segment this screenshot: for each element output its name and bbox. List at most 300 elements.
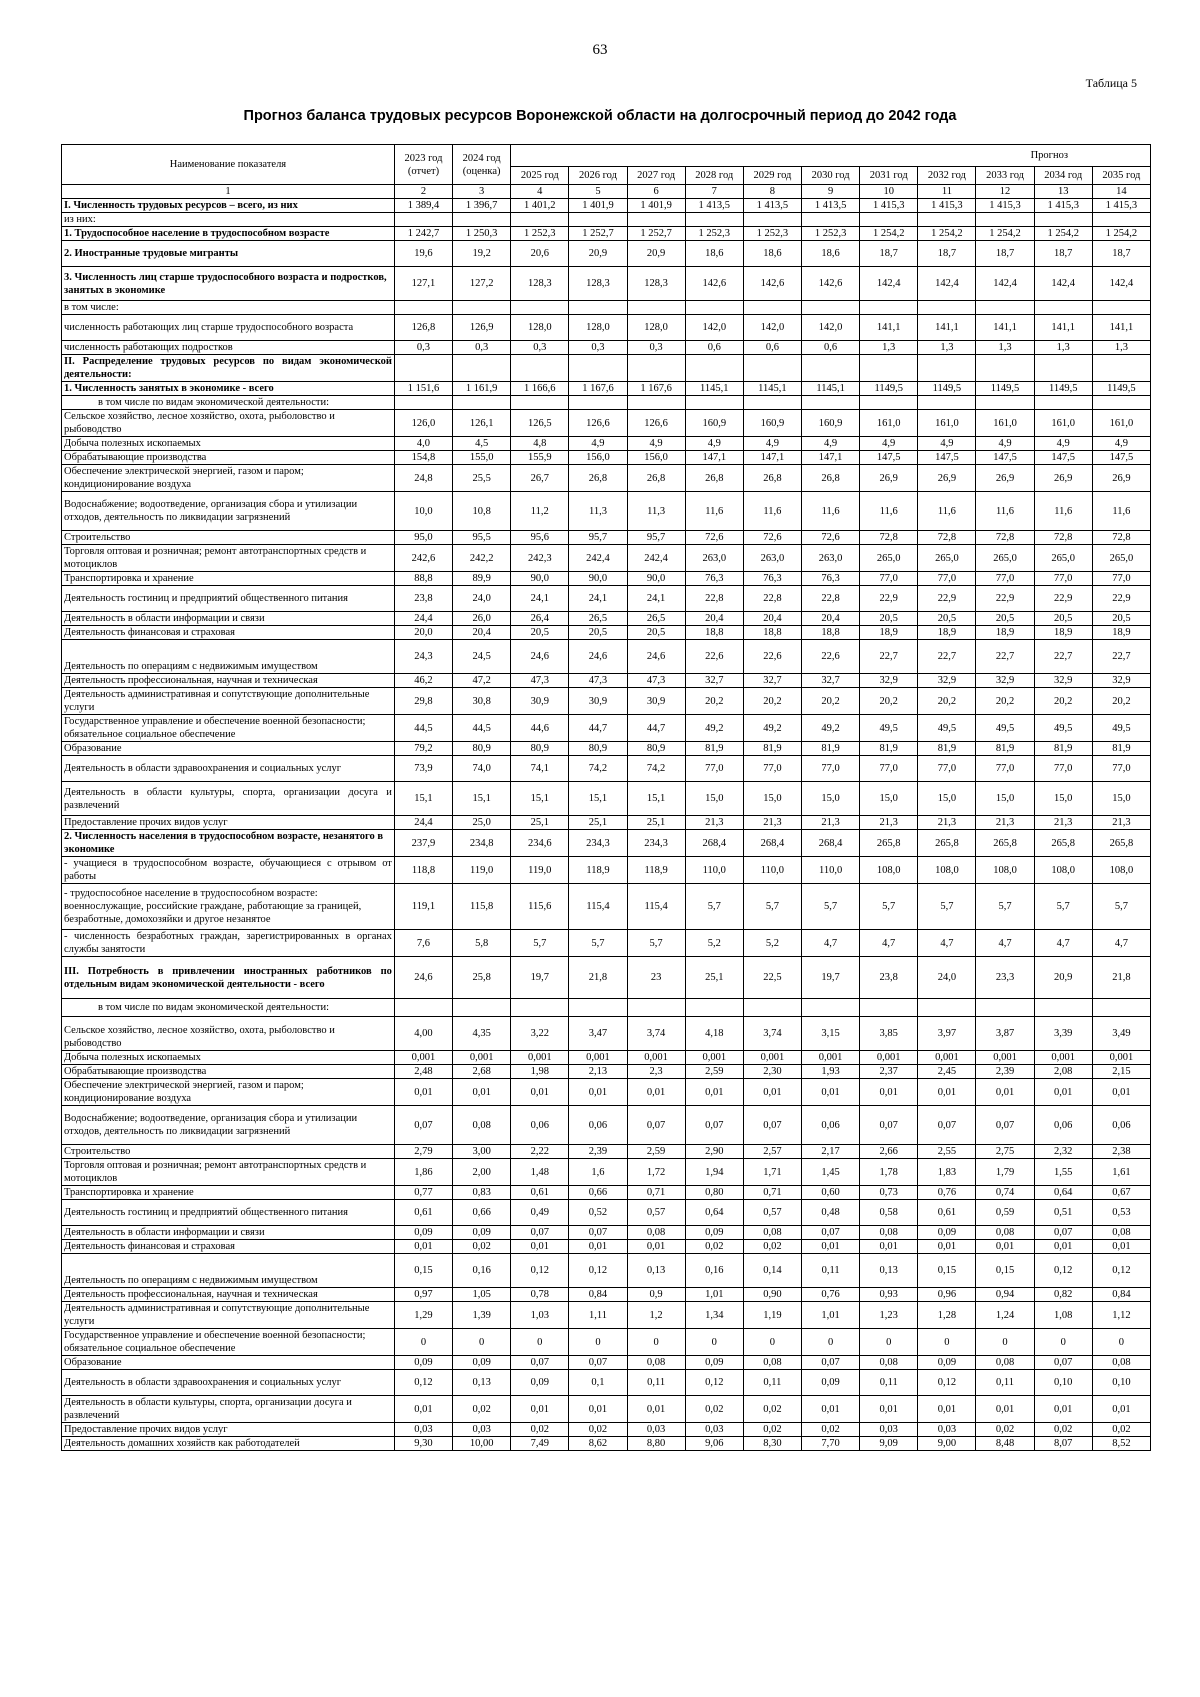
value-cell: 0,61	[394, 1200, 452, 1226]
value-cell: 20,2	[802, 688, 860, 715]
value-cell: 2,32	[1034, 1145, 1092, 1159]
value-cell: 154,8	[394, 451, 452, 465]
value-cell: 11,6	[743, 492, 801, 531]
value-cell: 0,07	[743, 1106, 801, 1145]
value-cell: 24,6	[394, 957, 452, 999]
value-cell: 115,4	[627, 884, 685, 930]
value-cell: 1,3	[1092, 341, 1150, 355]
value-cell: 0,08	[1092, 1226, 1150, 1240]
row-label: из них:	[62, 213, 395, 227]
value-cell: 49,5	[1034, 715, 1092, 742]
value-cell: 22,9	[1092, 586, 1150, 612]
row-label: Обрабатывающие производства	[62, 1065, 395, 1079]
value-cell	[627, 396, 685, 410]
value-cell: 21,3	[1034, 816, 1092, 830]
table-row	[62, 267, 1151, 301]
value-cell: 20,5	[1092, 612, 1150, 626]
value-cell: 24,5	[453, 640, 511, 674]
value-cell: 20,5	[918, 612, 976, 626]
value-cell: 0	[685, 1329, 743, 1356]
value-cell: 108,0	[1092, 857, 1150, 884]
value-cell: 126,5	[511, 410, 569, 437]
value-cell: 0	[1092, 1329, 1150, 1356]
value-cell: 0,08	[743, 1226, 801, 1240]
value-cell: 18,8	[685, 626, 743, 640]
value-cell: 0,94	[976, 1288, 1034, 1302]
value-cell: 22,8	[743, 586, 801, 612]
value-cell: 0	[743, 1329, 801, 1356]
value-cell: 0,6	[743, 341, 801, 355]
value-cell: 20,2	[743, 688, 801, 715]
value-cell: 81,9	[743, 742, 801, 756]
value-cell: 77,0	[918, 572, 976, 586]
value-cell: 25,1	[627, 816, 685, 830]
value-cell: 161,0	[860, 410, 918, 437]
value-cell: 142,0	[802, 315, 860, 341]
value-cell: 0,07	[802, 1226, 860, 1240]
value-cell: 0,01	[1034, 1079, 1092, 1106]
value-cell: 0,07	[918, 1106, 976, 1145]
value-cell: 0,71	[627, 1186, 685, 1200]
value-cell: 0,02	[569, 1423, 627, 1437]
value-cell: 49,5	[860, 715, 918, 742]
row-label: Обеспечение электрической энергией, газом и паром; кондиционирование воздуха	[62, 1079, 395, 1106]
value-cell: 4,9	[860, 437, 918, 451]
value-cell: 0,001	[394, 1051, 452, 1065]
value-cell: 0,64	[685, 1200, 743, 1226]
value-cell: 2,57	[743, 1145, 801, 1159]
table-row	[62, 586, 1151, 612]
value-cell: 22,9	[976, 586, 1034, 612]
value-cell: 81,9	[1092, 742, 1150, 756]
table-row	[62, 742, 1151, 756]
value-cell: 0,09	[453, 1226, 511, 1240]
value-cell: 147,1	[802, 451, 860, 465]
row-label: Деятельность в области здравоохранения и социальных услуг	[62, 756, 395, 782]
row-label: Деятельность финансовая и страховая	[62, 1240, 395, 1254]
value-cell	[1092, 213, 1150, 227]
value-cell: 0,01	[569, 1240, 627, 1254]
value-cell	[802, 999, 860, 1017]
table-row	[62, 782, 1151, 816]
value-cell: 3,22	[511, 1017, 569, 1051]
value-cell: 15,1	[569, 782, 627, 816]
value-cell: 20,9	[627, 241, 685, 267]
value-cell: 0,01	[802, 1079, 860, 1106]
table-row	[62, 199, 1151, 213]
value-cell: 1 167,6	[569, 382, 627, 396]
row-label: в том числе:	[62, 301, 395, 315]
value-cell: 26,8	[627, 465, 685, 492]
value-cell: 108,0	[1034, 857, 1092, 884]
value-cell: 118,9	[627, 857, 685, 884]
value-cell: 242,3	[511, 545, 569, 572]
value-cell: 0,01	[1092, 1396, 1150, 1423]
column-number-cell: 5	[569, 185, 627, 199]
value-cell: 0,001	[860, 1051, 918, 1065]
value-cell: 0,96	[918, 1288, 976, 1302]
value-cell	[453, 999, 511, 1017]
value-cell: 0,07	[1034, 1226, 1092, 1240]
value-cell: 72,8	[976, 531, 1034, 545]
value-cell: 20,2	[976, 688, 1034, 715]
table-label: Таблица 5	[1085, 76, 1137, 90]
value-cell: 1,3	[1034, 341, 1092, 355]
value-cell: 1,78	[860, 1159, 918, 1186]
value-cell: 26,0	[453, 612, 511, 626]
value-cell: 15,0	[1034, 782, 1092, 816]
table-row	[62, 1226, 1151, 1240]
value-cell	[860, 213, 918, 227]
value-cell: 142,4	[1034, 267, 1092, 301]
value-cell: 141,1	[860, 315, 918, 341]
table-row	[62, 1329, 1151, 1356]
value-cell: 2,13	[569, 1065, 627, 1079]
row-label: в том числе по видам экономической деятельности:	[62, 999, 395, 1017]
value-cell: 24,6	[627, 640, 685, 674]
value-cell: 3,74	[743, 1017, 801, 1051]
value-cell: 2,22	[511, 1145, 569, 1159]
value-cell: 156,0	[569, 451, 627, 465]
header-year-cell: 2027 год	[627, 167, 685, 185]
value-cell: 0,10	[1092, 1370, 1150, 1396]
value-cell: 0,07	[569, 1226, 627, 1240]
table-row	[62, 382, 1151, 396]
value-cell: 1,55	[1034, 1159, 1092, 1186]
value-cell: 0,01	[394, 1396, 452, 1423]
table-row	[62, 1288, 1151, 1302]
column-number-cell: 14	[1092, 185, 1150, 199]
table-row	[62, 241, 1151, 267]
value-cell	[394, 999, 452, 1017]
value-cell: 2,75	[976, 1145, 1034, 1159]
value-cell	[1034, 301, 1092, 315]
table-row	[62, 999, 1151, 1017]
table-row	[62, 531, 1151, 545]
value-cell: 7,6	[394, 930, 452, 957]
value-cell: 2,48	[394, 1065, 452, 1079]
value-cell	[976, 213, 1034, 227]
value-cell: 95,6	[511, 531, 569, 545]
value-cell: 76,3	[685, 572, 743, 586]
value-cell: 1 151,6	[394, 382, 452, 396]
value-cell: 1 252,3	[743, 227, 801, 241]
value-cell: 4,9	[1034, 437, 1092, 451]
table-row	[62, 315, 1151, 341]
value-cell: 95,7	[569, 531, 627, 545]
table-row	[62, 437, 1151, 451]
value-cell: 0,02	[511, 1423, 569, 1437]
value-cell: 0,06	[511, 1106, 569, 1145]
row-label: Образование	[62, 1356, 395, 1370]
value-cell: 20,5	[569, 626, 627, 640]
value-cell: 0,01	[685, 1079, 743, 1106]
value-cell: 242,2	[453, 545, 511, 572]
value-cell: 0,02	[453, 1240, 511, 1254]
value-cell: 20,4	[685, 612, 743, 626]
value-cell: 18,7	[976, 241, 1034, 267]
value-cell: 26,5	[627, 612, 685, 626]
value-cell: 0,01	[976, 1240, 1034, 1254]
table-row	[62, 640, 1151, 674]
value-cell: 2,00	[453, 1159, 511, 1186]
value-cell: 110,0	[743, 857, 801, 884]
value-cell: 0,9	[627, 1288, 685, 1302]
value-cell: 108,0	[976, 857, 1034, 884]
header-year-cell: 2029 год	[743, 167, 801, 185]
value-cell: 24,3	[394, 640, 452, 674]
value-cell: 4,8	[511, 437, 569, 451]
value-cell: 0,08	[743, 1356, 801, 1370]
value-cell: 147,5	[918, 451, 976, 465]
value-cell: 1,39	[453, 1302, 511, 1329]
value-cell: 5,7	[802, 884, 860, 930]
value-cell: 3,97	[918, 1017, 976, 1051]
value-cell	[685, 213, 743, 227]
row-label: Торговля оптовая и розничная; ремонт автотранспортных средств и мотоциклов	[62, 545, 395, 572]
value-cell: 1149,5	[1034, 382, 1092, 396]
value-cell: 0,06	[569, 1106, 627, 1145]
value-cell: 32,7	[685, 674, 743, 688]
value-cell	[860, 301, 918, 315]
value-cell: 77,0	[685, 756, 743, 782]
table-row	[62, 1396, 1151, 1423]
value-cell: 72,6	[743, 531, 801, 545]
value-cell: 47,3	[627, 674, 685, 688]
labor-balance-table	[61, 144, 1151, 1451]
value-cell: 0,01	[627, 1396, 685, 1423]
value-cell: 142,6	[802, 267, 860, 301]
value-cell: 15,1	[627, 782, 685, 816]
value-cell: 1,94	[685, 1159, 743, 1186]
value-cell: 30,8	[453, 688, 511, 715]
header-year-2023: 2023 год (отчет)	[394, 145, 452, 185]
value-cell: 0,001	[1034, 1051, 1092, 1065]
value-cell: 24,6	[569, 640, 627, 674]
value-cell: 0	[569, 1329, 627, 1356]
value-cell: 0,01	[569, 1396, 627, 1423]
value-cell: 21,8	[569, 957, 627, 999]
value-cell: 20,6	[511, 241, 569, 267]
value-cell	[802, 355, 860, 382]
value-cell: 0,14	[743, 1254, 801, 1288]
value-cell: 126,0	[394, 410, 452, 437]
value-cell: 128,3	[511, 267, 569, 301]
value-cell: 234,8	[453, 830, 511, 857]
value-cell: 110,0	[802, 857, 860, 884]
value-cell: 0,66	[569, 1186, 627, 1200]
value-cell: 3,87	[976, 1017, 1034, 1051]
value-cell: 242,4	[627, 545, 685, 572]
value-cell: 0,03	[394, 1423, 452, 1437]
value-cell	[976, 301, 1034, 315]
value-cell: 47,3	[511, 674, 569, 688]
value-cell: 0,15	[394, 1254, 452, 1288]
value-cell: 115,4	[569, 884, 627, 930]
row-label: численность работающих подростков	[62, 341, 395, 355]
table-row	[62, 857, 1151, 884]
row-label: Деятельность в области культуры, спорта, организации досуга и развлечений	[62, 782, 395, 816]
value-cell: 0,01	[1092, 1079, 1150, 1106]
value-cell: 2,17	[802, 1145, 860, 1159]
value-cell: 0,01	[976, 1079, 1034, 1106]
value-cell: 22,8	[802, 586, 860, 612]
table-row	[62, 674, 1151, 688]
value-cell: 0,12	[511, 1254, 569, 1288]
value-cell: 0,08	[860, 1226, 918, 1240]
value-cell: 15,0	[918, 782, 976, 816]
value-cell: 0,12	[918, 1370, 976, 1396]
value-cell	[743, 301, 801, 315]
value-cell: 1 254,2	[918, 227, 976, 241]
value-cell: 0,001	[976, 1051, 1034, 1065]
value-cell: 160,9	[802, 410, 860, 437]
value-cell: 0,06	[1092, 1106, 1150, 1145]
value-cell: 0,01	[511, 1079, 569, 1106]
value-cell	[743, 213, 801, 227]
table-row	[62, 1302, 1151, 1329]
table-row	[62, 301, 1151, 315]
value-cell: 128,0	[511, 315, 569, 341]
value-cell: 18,7	[918, 241, 976, 267]
value-cell: 128,0	[569, 315, 627, 341]
value-cell: 0,64	[1034, 1186, 1092, 1200]
value-cell: 0,07	[802, 1356, 860, 1370]
value-cell: 90,0	[627, 572, 685, 586]
value-cell: 11,6	[1092, 492, 1150, 531]
value-cell: 95,0	[394, 531, 452, 545]
value-cell: 0,08	[976, 1356, 1034, 1370]
value-cell	[453, 301, 511, 315]
table-row	[62, 1356, 1151, 1370]
value-cell: 2,08	[1034, 1065, 1092, 1079]
value-cell: 8,80	[627, 1437, 685, 1451]
value-cell: 72,8	[1034, 531, 1092, 545]
value-cell: 1 254,2	[1034, 227, 1092, 241]
value-cell: 2,39	[569, 1145, 627, 1159]
value-cell: 20,9	[569, 241, 627, 267]
value-cell: 1 389,4	[394, 199, 452, 213]
value-cell: 19,6	[394, 241, 452, 267]
value-cell: 3,74	[627, 1017, 685, 1051]
value-cell: 19,7	[802, 957, 860, 999]
value-cell: 5,2	[743, 930, 801, 957]
value-cell: 77,0	[1034, 756, 1092, 782]
value-cell	[976, 396, 1034, 410]
value-cell: 0,15	[976, 1254, 1034, 1288]
value-cell: 108,0	[918, 857, 976, 884]
value-cell: 115,6	[511, 884, 569, 930]
value-cell: 1,72	[627, 1159, 685, 1186]
value-cell: 18,9	[976, 626, 1034, 640]
value-cell: 0,08	[860, 1356, 918, 1370]
table-row	[62, 1145, 1151, 1159]
value-cell: 3,49	[1092, 1017, 1150, 1051]
value-cell: 4,7	[860, 930, 918, 957]
value-cell: 4,9	[802, 437, 860, 451]
value-cell: 74,2	[627, 756, 685, 782]
value-cell: 15,0	[1092, 782, 1150, 816]
value-cell: 161,0	[976, 410, 1034, 437]
value-cell: 32,7	[802, 674, 860, 688]
value-cell: 0,09	[918, 1356, 976, 1370]
value-cell: 0,6	[685, 341, 743, 355]
row-label: Транспортировка и хранение	[62, 572, 395, 586]
value-cell: 0,76	[802, 1288, 860, 1302]
value-cell: 0,57	[743, 1200, 801, 1226]
value-cell: 81,9	[860, 742, 918, 756]
value-cell: 265,8	[860, 830, 918, 857]
value-cell: 0,11	[976, 1370, 1034, 1396]
value-cell: 74,0	[453, 756, 511, 782]
value-cell: 4,7	[802, 930, 860, 957]
value-cell: 0,12	[394, 1370, 452, 1396]
row-label: Строительство	[62, 1145, 395, 1159]
value-cell: 15,1	[394, 782, 452, 816]
value-cell	[569, 999, 627, 1017]
value-cell: 76,3	[802, 572, 860, 586]
value-cell: 0,66	[453, 1200, 511, 1226]
value-cell: 5,8	[453, 930, 511, 957]
value-cell: 0,01	[976, 1396, 1034, 1423]
value-cell	[453, 213, 511, 227]
value-cell: 1,01	[802, 1302, 860, 1329]
value-cell	[1034, 396, 1092, 410]
table-row	[62, 715, 1151, 742]
value-cell: 79,2	[394, 742, 452, 756]
value-cell: 32,9	[1092, 674, 1150, 688]
value-cell: 0,01	[627, 1079, 685, 1106]
value-cell: 0,13	[453, 1370, 511, 1396]
table-row	[62, 1200, 1151, 1226]
value-cell: 0,01	[627, 1240, 685, 1254]
row-label: в том числе по видам экономической деятельности:	[62, 396, 395, 410]
value-cell: 1 252,7	[627, 227, 685, 241]
value-cell: 0,71	[743, 1186, 801, 1200]
value-cell: 1145,1	[685, 382, 743, 396]
value-cell	[627, 355, 685, 382]
value-cell: 1 252,3	[511, 227, 569, 241]
value-cell: 18,6	[802, 241, 860, 267]
header-row-1	[62, 145, 1151, 167]
value-cell: 80,9	[511, 742, 569, 756]
value-cell: 0,02	[685, 1396, 743, 1423]
value-cell: 0,90	[743, 1288, 801, 1302]
header-year-2024: 2024 год (оценка)	[453, 145, 511, 185]
value-cell: 26,4	[511, 612, 569, 626]
value-cell: 32,9	[918, 674, 976, 688]
value-cell: 20,4	[802, 612, 860, 626]
value-cell: 8,52	[1092, 1437, 1150, 1451]
value-cell: 0,03	[860, 1423, 918, 1437]
row-label: - численность безработных граждан, зарегистрированных в органах службы занятости	[62, 930, 395, 957]
value-cell: 0,3	[627, 341, 685, 355]
value-cell: 0,16	[453, 1254, 511, 1288]
value-cell: 5,7	[627, 930, 685, 957]
value-cell: 2,39	[976, 1065, 1034, 1079]
value-cell	[1034, 213, 1092, 227]
value-cell: 1,98	[511, 1065, 569, 1079]
value-cell: 77,0	[918, 756, 976, 782]
header-forecast: Прогноз	[511, 145, 1151, 167]
value-cell: 0,01	[394, 1079, 452, 1106]
value-cell: 1,83	[918, 1159, 976, 1186]
value-cell: 25,8	[453, 957, 511, 999]
value-cell: 1 401,2	[511, 199, 569, 213]
value-cell: 126,6	[627, 410, 685, 437]
value-cell: 115,8	[453, 884, 511, 930]
value-cell: 32,9	[860, 674, 918, 688]
